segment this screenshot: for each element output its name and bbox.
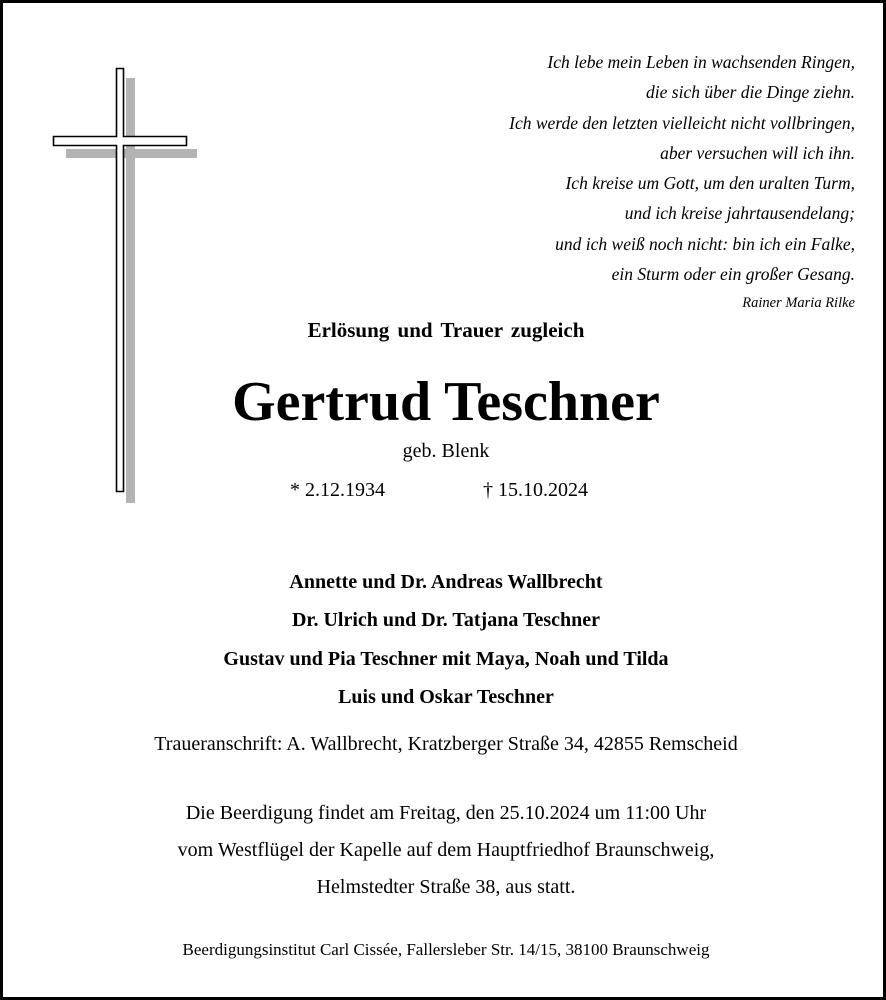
family-member: Gustav und Pia Teschner mit Maya, Noah und Tilda xyxy=(223,647,669,670)
poem-line: aber versuchen will ich ihn. xyxy=(660,142,855,163)
mourning-address: Traueranschrift: A. Wallbrecht, Kratzberger Straße 34, 42855 Remscheid xyxy=(154,733,738,755)
deceased-name: Gertrud Teschner xyxy=(232,371,660,433)
poem-line: und ich weiß noch nicht: bin ich ein Falke, xyxy=(555,233,855,254)
poem-line: Ich lebe mein Leben in wachsenden Ringen, xyxy=(547,52,855,72)
funeral-line: vom Westflügel der Kapelle auf dem Hauptfriedhof Braunschweig, xyxy=(177,839,715,861)
notice-subtitle: Erlösung und Trauer zugleich xyxy=(307,318,585,342)
poem-line: die sich über die Dinge ziehn. xyxy=(646,82,855,103)
poem-line: Ich werde den letzten vielleicht nicht vollbringen, xyxy=(509,112,855,133)
funeral-line: Helmstedter Straße 38, aus statt. xyxy=(316,876,576,898)
poem-line: und ich kreise jahrtausendelang; xyxy=(624,203,855,224)
family-list xyxy=(3,563,886,716)
family-member: Luis und Oskar Teschner xyxy=(338,685,554,708)
funeral-home: Beerdigungsinstitut Carl Cissée, Fallersleber Str. 14/15, 38100 Braunschweig xyxy=(182,940,710,959)
death-date: † 15.10.2024 xyxy=(483,479,588,501)
poem-line: Ich kreise um Gott, um den uralten Turm, xyxy=(565,173,855,194)
birth-date: * 2.12.1934 xyxy=(290,479,385,501)
funeral-details xyxy=(3,795,886,906)
cross-shadow-horizontal xyxy=(66,149,197,158)
rilke-poem xyxy=(295,47,855,316)
family-member: Annette und Dr. Andreas Wallbrecht xyxy=(289,571,603,593)
family-member: Dr. Ulrich und Dr. Tatjana Teschner xyxy=(291,609,601,632)
poem-author: Rainer Maria Rilke xyxy=(742,295,855,312)
funeral-line: Die Beerdigung findet am Freitag, den 25.10.2024 um 11:00 Uhr xyxy=(185,802,707,824)
maiden-name: geb. Blenk xyxy=(402,440,490,462)
poem-line: ein Sturm oder ein großer Gesang. xyxy=(611,264,855,285)
